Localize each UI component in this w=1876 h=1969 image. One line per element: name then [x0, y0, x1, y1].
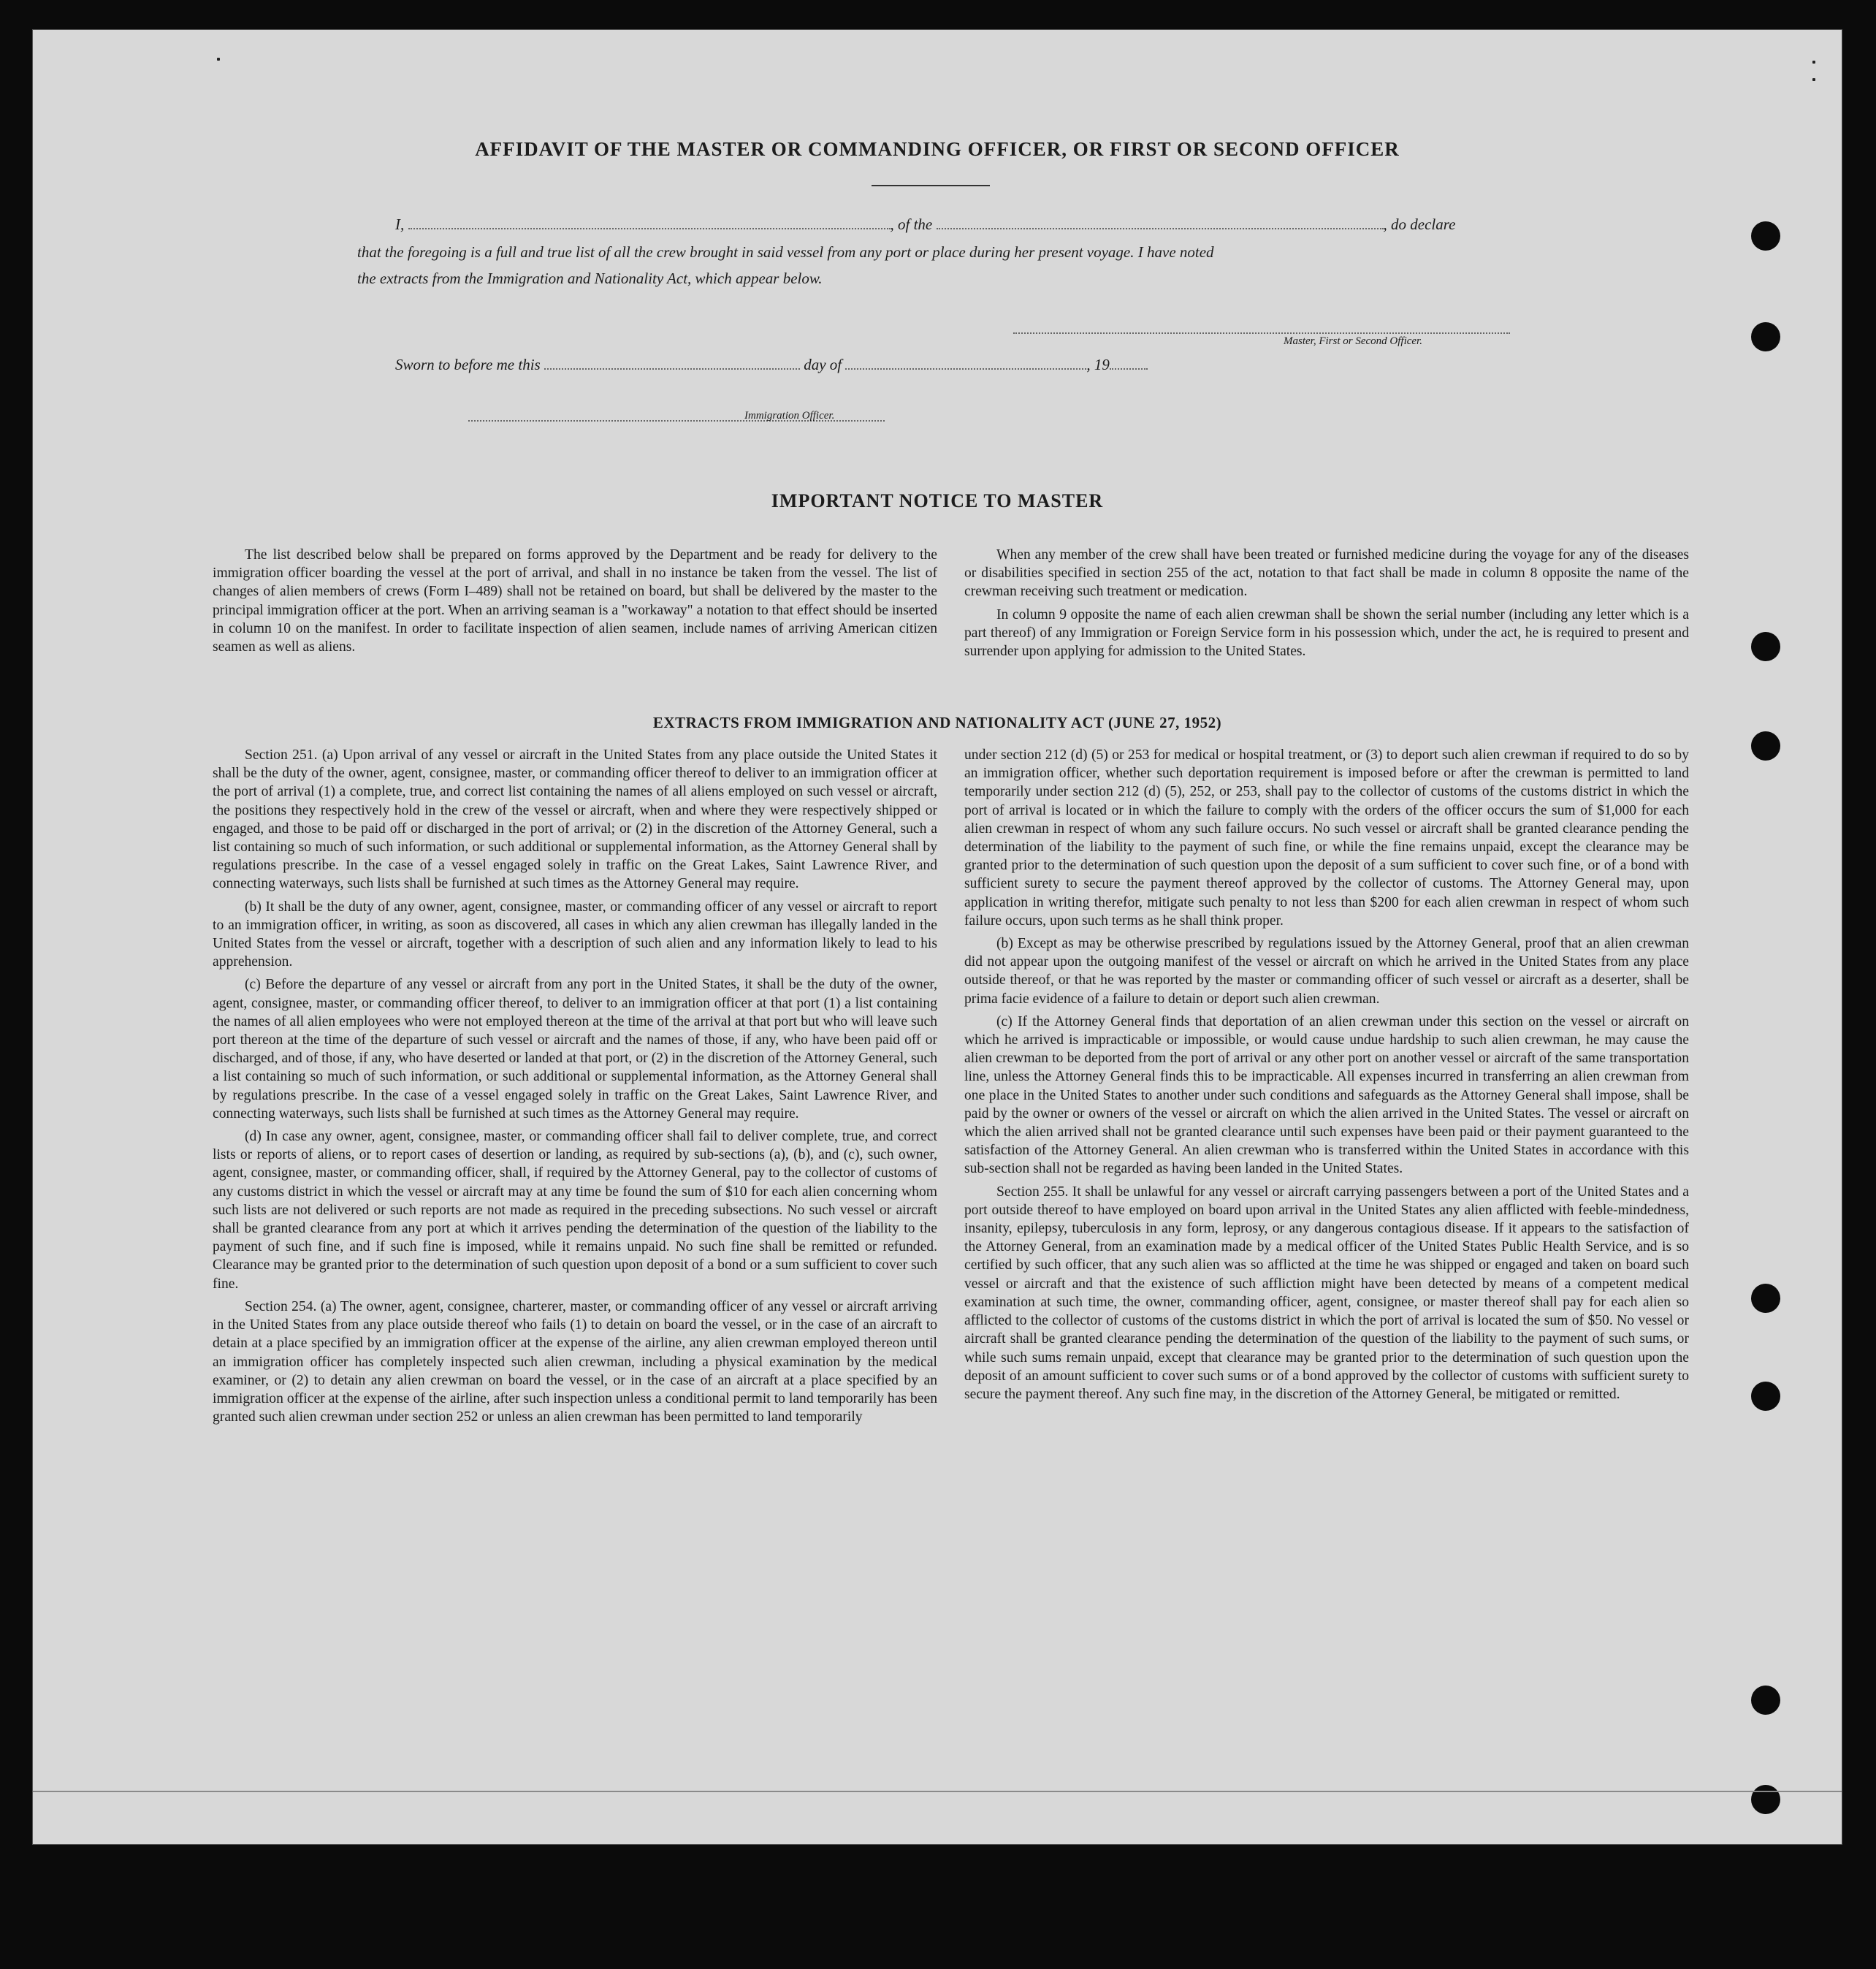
section-251-a: Section 251. (a) Upon arrival of any vessel or aircraft in the United States from any place outside the United States it shall be the duty of the owner, agent, consignee, master, or commanding officer thereof to deliver to an immigration officer at the port of arrival (1) a complete, true, and correct list containing the names of all aliens employed on such vessel or aircraft, the positions they respectively hold in the crew of the vessel or aircraft, when and where they were respectively shipped or engaged, and those to be paid off or discharged in the port of arrival; or (2) in the discretion of the Attorney General, such a list containing so much of such information, or such additional or supplemental information, as the Attorney General shall by regulations prescribe. In the case of a vessel engaged solely in traffic on the Great Lakes, Saint Lawrence River, and connecting waterways, such lists shall be furnished at such times as the Attorney General may require. — [213, 747, 937, 892]
notice-right-paragraph-2: In column 9 opposite the name of each alien crewman shall be shown the serial number (including any letter which is a part thereof) of any Immigration or Foreign Service form in his possession which, under the act, he is required to present and surrender upon applying for admission to the United States. — [964, 606, 1689, 660]
section-254-c: (c) If the Attorney General finds that deportation of an alien crewman under this section on the vessel or aircraft on which he arrived is impracticable or impossible, or would cause undue hardship to such alien crewman, he may cause the alien crewman to be deported from the port of arrival or any other port on another vessel or aircraft of the same transportation line, unless the Attorney General finds this to be impracticable. All expenses incurred in transferring an alien crewman from one place in the United States to another under such conditions and safeguards as the Attorney General shall impose, shall be paid by the owner or owners of the vessel or aircraft on which the alien arrived in the United States. The vessel or aircraft on which the alien arrived shall not be granted clearance until such expenses have been paid or their payment guaranteed to the satisfaction of the Attorney General. An alien crewman who is transferred within the United States in accordance with this sub-section shall not be regarded as having been landed in the United States. — [964, 1013, 1689, 1177]
affidavit-line-3: the extracts from the Immigration and Nationality Act, which appear below. — [357, 270, 823, 287]
section-251-b: (b) It shall be the duty of any owner, agent, consignee, master, or commanding officer of any vessel or aircraft to report to an immigration officer, in writing, as soon as discovered, all cases in which any alien crewman has illegally landed in the United States from the vessel or aircraft, together with a description of such alien and any information likely to lead to his apprehension. — [213, 899, 937, 970]
declarant-label: I, — [395, 216, 405, 233]
binder-hole — [1751, 632, 1780, 661]
notice-right-paragraph-1: When any member of the crew shall have been treated or furnished medicine during the voyage for any of the diseases or disabilities specified in section 255 of the act, notation to that fact shall be made in column 8 opposite the name of the crewman receiving such treatment or medication. — [964, 547, 1689, 600]
binder-hole — [1751, 1382, 1780, 1411]
binder-hole — [1751, 1686, 1780, 1715]
affidavit-line-2: that the foregoing is a full and true list of all the crew brought in said vessel from any port or place during her present voyage. I have noted — [357, 243, 1214, 261]
section-251-d: (d) In case any owner, agent, consignee, master, or commanding officer shall fail to deliver complete, true, and correct lists or reports of aliens, or to report cases of desertion or landing, as required by sub-sections (a), (b), and (c), such owner, agent, consignee, master, or commanding officer, shall, if required by the Attorney General, pay to the collector of customs of any customs district in which the vessel or aircraft may at any time be found the sum of $10 for each alien concerning whom such lists are not delivered or such reports are not made as required in the preceding subsections. No such vessel or aircraft shall be granted clearance from any port at which it arrives pending the determination of the question of the liability to the payment of such fine, and if such fine is imposed, while it remains unpaid. No such fine shall be remitted or refunded. Clearance may be granted prior to the determination of such question upon deposit of a bond or a sum sufficient to cover such fine. — [213, 1129, 937, 1292]
extracts-title: EXTRACTS FROM IMMIGRATION AND NATIONALITY ACT (JUNE 27, 1952) — [652, 714, 1222, 731]
section-251-c: (c) Before the departure of any vessel or aircraft from any port in the United States, it shall be the duty of the owner, agent, consignee, master, or commanding officer thereof, to deliver to an immigration officer at that port (1) a list containing the names of all alien employees who were not employed thereon at the time of the arrival at that port but who will leave such port thereon at the time of the departure of such vessel or aircraft and the names of those, if any, who have been paid off or discharged, and of those, if any, who have deserted or landed at that port, or (2) in the discretion of the Attorney General, such a list containing so much of such information, or such additional or supplemental information, as the Attorney General shall by regulations prescribe. In the case of a vessel engaged solely in traffic on the Great Lakes, Saint Lawrence River, and connecting waterways, such lists shall be furnished at such times as the Attorney General may require. — [213, 977, 937, 1121]
section-254-b: (b) Except as may be otherwise prescribed by regulations issued by the Attorney General, proof that an alien crewman did not appear upon the outgoing manifest of the vessel or aircraft on which he arrived in the United States from any place outside thereof, or that he was reported by the master or commanding officer of such vessel or aircraft as a deserter, shall be prima facie evidence of a failure to detain or deport such alien crewman. — [964, 936, 1689, 1007]
speck — [1812, 78, 1815, 81]
extracts-left-column — [213, 746, 937, 1431]
extracts-right-column — [964, 746, 1689, 1408]
binder-hole — [1751, 1785, 1780, 1814]
year-label: 19 — [1094, 356, 1110, 373]
section-254-a-continued: under section 212 (d) (5) or 253 for medical or hospital treatment, or (3) to deport such alien crewman if required to do so by an immigration officer, whether such deportation requirement is imposed before or after the crewman is permitted to land temporarily under section 212 (d) (5), 252, or 253, shall pay to the collector of customs of the customs district in which the port of arrival is located or in which the failure to comply with the orders of the officer occurs the sum of $1,000 for each alien crewman in respect of whom any such failure occurs. No such vessel or aircraft shall be granted clearance pending the determination of the liability to the payment of such fine, or while the fine remains unpaid, except the clearance may be granted prior to the determination of such question upon the deposit of a sum sufficient to cover such fine, or of a bond with sufficient surety to secure the payment thereof approved by the collector of customs. The Attorney General may, upon application in writing therefor, mitigate such penalty to not less than $200 for each alien crewman in respect of whom such failure occurs, upon such terms as he shall think proper. — [964, 747, 1689, 929]
declarant-name-field[interactable] — [408, 216, 891, 229]
section-255: Section 255. It shall be unlawful for any vessel or aircraft carrying passengers between a port of the United States and a port outside thereof to have employed on board upon arrival in the United States any alien afflicted with feeble-mindedness, insanity, epilepsy, tuberculosis in any form, leprosy, or any dangerous contagious disease. If it appears to the satisfaction of the Attorney General, from an examination made by a medical officer of the United States Public Health Service, and is so certified by such officer, that any such alien was so afflicted at the time he was shipped or engaged and taken on board such vessel or aircraft and that the existence of such affliction might have been detected by means of a competent medical examination at such time, the owner, commanding officer, agent, consignee, or master thereof shall pay for each alien so afflicted to the collector of customs of the customs district in which the port of arrival is located the sum of $50. No vessel or aircraft shall be granted clearance pending the determination of the question of the liability to the payment of such sums, or while such sums remain unpaid, except that clearance may be granted prior to the determination of such question upon the deposit of an amount sufficient to cover such sums or of a bond approved by the collector of customs with sufficient surety to secure the payment thereof. Any such fine may, in the discretion of the Attorney General, be mitigated or remitted. — [964, 1184, 1689, 1402]
sworn-label: Sworn to before me this — [395, 356, 541, 373]
affidavit-declaration-line: I, , of the , do declare — [395, 216, 1456, 233]
affidavit-title: AFFIDAVIT OF THE MASTER OR COMMANDING OFFICER, OR FIRST OR SECOND OFFICER — [475, 138, 1400, 160]
binder-hole — [1751, 1284, 1780, 1313]
immigration-officer-caption: Immigration Officer. — [744, 410, 835, 422]
sworn-day-field[interactable] — [544, 357, 800, 370]
document-page — [32, 29, 1842, 1845]
speck — [217, 58, 220, 61]
binder-hole — [1751, 322, 1780, 351]
notice-left-paragraph: The list described below shall be prepared on forms approved by the Department and be ready for delivery to the immigration officer boarding the vessel at the port of arrival, and shall in no instance be taken from the vessel. The list of changes of alien members of crews (Form I–489) shall not be retained on board, but shall be delivered by the master to the principal immigration officer at the port. When an arriving seaman is a "workaway" a notation to that effect should be inserted in column 10 on the manifest. In order to facilitate inspection of alien seamen, include names of arriving American citizen seamen as well as aliens. — [213, 547, 937, 655]
speck — [1812, 61, 1815, 64]
binder-hole — [1751, 731, 1780, 761]
master-signature-caption: Master, First or Second Officer. — [1284, 335, 1422, 347]
sworn-month-field[interactable] — [845, 357, 1086, 370]
master-signature-field[interactable] — [1013, 321, 1510, 334]
sworn-line: Sworn to before me this day of , 19 — [395, 356, 1148, 374]
vessel-name-field[interactable] — [937, 216, 1384, 229]
vessel-label: of the — [898, 216, 933, 233]
day-of-label: day of — [804, 356, 842, 373]
notice-right-column — [964, 546, 1689, 665]
sworn-year-field[interactable] — [1110, 357, 1148, 370]
binder-hole — [1751, 221, 1780, 251]
title-rule — [872, 185, 990, 186]
section-254-a: Section 254. (a) The owner, agent, consignee, charterer, master, or commanding officer of any vessel or aircraft arriving in the United States from any place outside thereof who fails (1) to detain on board the vessel, or in the case of an aircraft to detain at a place specified by an immigration officer at the expense of the airline, any alien crewman employed thereon until an immigration officer has completely inspected such alien crewman, including a physical examination by the medical examiner, or (2) to detain any alien crewman on board the vessel, or in the case of an aircraft at a place specified by an immigration officer at the expense of the airline, after such inspection unless a conditional permit to land temporarily has been granted such alien crewman under section 252 or unless an alien crewman has been permitted to land temporarily — [213, 1298, 937, 1425]
notice-left-column — [213, 546, 937, 660]
declare-label: do declare — [1391, 216, 1456, 233]
notice-title: IMPORTANT NOTICE TO MASTER — [771, 490, 1104, 511]
